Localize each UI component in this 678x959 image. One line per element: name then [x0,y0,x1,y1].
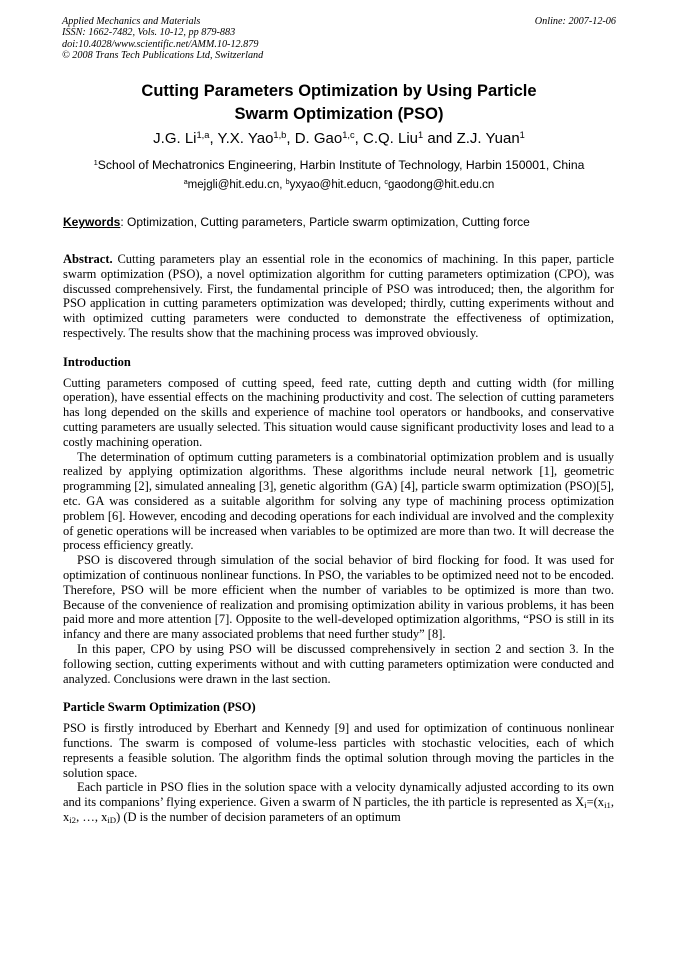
email-address: mejgli@hit.edu.cn [187,179,280,191]
author-separator: , [209,130,218,147]
online-date: Online: 2007-12-06 [534,16,616,27]
paper-title-line-1: Cutting Parameters Optimization by Using Particle [141,82,537,100]
author-name: J.G. Li [153,130,197,147]
intro-paragraph-3: PSO is discovered through simulation of the social behavior of bird flocking for food. It was used for optimization of continuous nonlinear functions. In PSO, the variables to be optimized need not to be encoded. Therefore, PSO will be more efficient when the number of variables to be optimized is more than two. Because of the convenience of realization and promising optimization ability in various problems, it has been paid more and more attention [7]. Opposite to the well-developed optimization algorithms, “PSO is still in its infancy and there are many associated problems that need further study” [8]. [63,553,614,642]
subscript: iD [107,815,117,826]
journal-header [62,16,616,61]
pso-paragraph-2-text: ) (D is the number of decision parameters of an optimum [116,809,401,824]
paper-title [60,80,618,126]
email-address: gaodong@hit.edu.cn [387,179,495,191]
keywords-colon: : [120,215,124,229]
author-sup: 1 [519,129,525,140]
pso-paragraph-2-text: Each particle in PSO flies in the solution space with a velocity dynamically adjusted according to its own and its companions’ flying experience. Given a swarm of N particles, the ith particle is represented as X [63,780,614,810]
email-sup: b [285,178,290,187]
author-separator: , [354,130,363,147]
journal-name: Applied Mechanics and Materials [62,16,201,27]
email-sup: c [384,178,388,187]
keywords-line [63,215,617,229]
author-name: C.Q. Liu [362,130,419,147]
pso-heading: Particle Swarm Optimization (PSO) [63,700,256,715]
journal-doi: doi:10.4028/www.scientific.net/AMM.10-12.879 [62,38,259,50]
email-list [60,179,618,191]
affiliation [60,158,618,172]
subscript: i2 [69,815,77,826]
author-sup: 1,a [196,129,210,140]
subscript: i [584,800,587,811]
affiliation-sup: 1 [93,157,98,167]
subscript: i1 [604,800,611,811]
intro-paragraph-1: Cutting parameters composed of cutting speed, feed rate, cutting depth and cutting width (for milling operation), have essential effects on the machining productivity and cost. The selection of cutting parameters has long depended on the skills and experience of machine tool operators or handbooks, and conservative cutting parameters are usually selected. This situation would cause significant productivity loses and lead to a costly machining operation. [63,375,614,449]
author-separator: and [423,130,457,147]
abstract-text: Cutting parameters play an essential role in the economics of machining. In this paper, particle swarm optimization (PSO), a novel optimization algorithm for cutting parameters optimization (CPO), was discussed comprehensively. First, the fundamental principle of PSO was introduced; then, the algorithm for PSO application in cutting parameters optimization was developed; thirdly, cutting experiments without and with optimized cutting parameters were conducted to demonstrate the effectiveness of optimization, respectively. The results show that the machining process was improved obviously. [63,252,614,340]
paper-title-line-2: Swarm Optimization (PSO) [234,105,444,123]
author-list [60,130,618,147]
abstract-label: Abstract. [63,252,113,266]
pso-paragraph-1: PSO is firstly introduced by Eberhart and Kennedy [9] and used for optimization of continuous nonlinear functions. The swarm is composed of volume-less particles with stochastic velocities, each of which represents a feasible solution. The algorithm finds the optimal solution through moving the particles in the solution space. [63,721,614,780]
author-name: Y.X. Yao [217,130,274,147]
pso-paragraph-2-text: =(x [586,795,605,810]
paper-body [63,252,614,825]
pso-paragraph-2-text: , x [63,795,614,824]
author-sup: 1 [418,129,424,140]
author-sup: 1,c [342,129,355,140]
keywords-text: Optimization, Cutting parameters, Particle swarm optimization, Cutting force [123,215,530,229]
author-name: Z.J. Yuan [456,130,520,147]
email-separator: , [378,179,385,191]
journal-copyright: © 2008 Trans Tech Publications Ltd, Switzerland [62,49,264,61]
author-separator: , [286,130,295,147]
pso-paragraph-2 [63,780,614,824]
author-sup: 1,b [273,129,287,140]
intro-paragraph-4: In this paper, CPO by using PSO will be discussed comprehensively in section 2 and section 3. In the following section, cutting experiments without and with cutting parameters optimization were conducted and analyzed. Conclusions were drawn in the last section. [63,641,614,686]
abstract [63,252,614,341]
author-name: D. Gao [294,130,343,147]
affiliation-text: School of Mechatronics Engineering, Harbin Institute of Technology, Harbin 150001, China [97,158,585,172]
email-address: yxyao@hit.educn [289,179,379,191]
journal-issn: ISSN: 1662-7482, Vols. 10-12, pp 879-883 [62,27,236,39]
pso-paragraph-2-text: , …, x [76,809,108,824]
email-sup: a [183,178,188,187]
introduction-heading: Introduction [63,354,131,369]
intro-paragraph-2: The determination of optimum cutting parameters is a combinatorial optimization problem and is usually realized by applying optimization algorithms. These algorithms include neural network [1], geometric programming [2], simulated annealing [3], genetic algorithm (GA) [4], particle swarm optimization (PSO)[5], etc. GA was considered as a suitable algorithm for solving any type of machining process optimization problem [6]. However, encoding and decoding operations for each individual are involved and the complexity of genetic operations will be increased when variables to be optimized are more than two. It will decrease the process efficiency greatly. [63,449,614,553]
email-separator: , [279,179,286,191]
keywords-label: Keywords [63,215,121,229]
